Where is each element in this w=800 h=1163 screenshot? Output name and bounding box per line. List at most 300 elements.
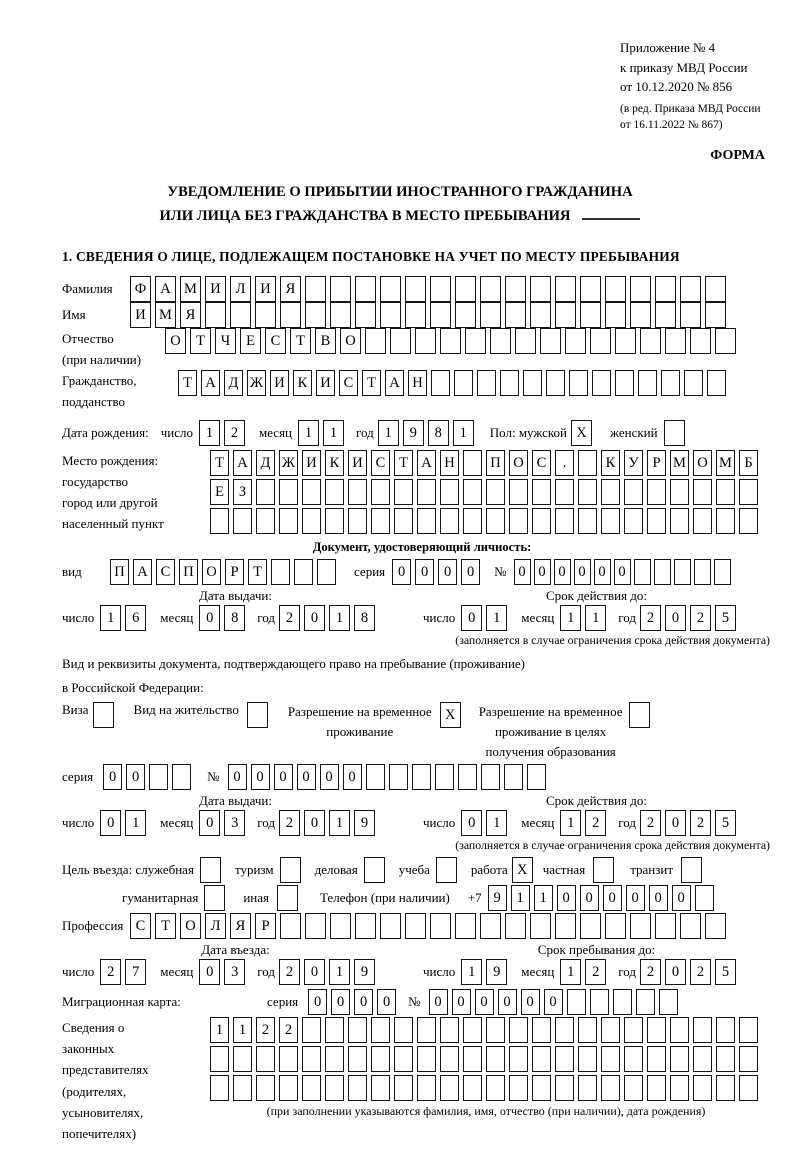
form-body: [62, 276, 782, 1144]
citizenship-label: [62, 370, 178, 412]
representatives-label: [62, 1017, 210, 1143]
form-cell: Л: [230, 276, 251, 302]
sex-female-checkbox: [664, 420, 689, 446]
form-cell: [590, 328, 611, 354]
purpose-work-checkbox: [512, 857, 537, 883]
form-cell: [465, 328, 486, 354]
representatives-label-line1: Сведения о: [62, 1020, 125, 1036]
form-cell: [504, 764, 523, 790]
form-cell: Т: [190, 328, 211, 354]
form-cell: [601, 508, 620, 534]
form-cell: [371, 1046, 390, 1072]
doc-kind-label: вид: [62, 564, 82, 580]
form-cell: [555, 913, 576, 939]
form-cell: [578, 1046, 597, 1072]
form-cell: 0: [304, 959, 325, 985]
form-cell: Я: [180, 302, 201, 328]
form-cell: [555, 1075, 574, 1101]
form-cell: [580, 913, 601, 939]
doc-valid-date: [423, 605, 770, 631]
birth-day-cells: [199, 420, 249, 446]
form-cell: [205, 302, 226, 328]
form-cell: 2: [640, 605, 661, 631]
form-cell: 0: [498, 989, 517, 1015]
form-cell: М: [180, 276, 201, 302]
day-label: число: [423, 610, 456, 626]
permit-number-label: №: [207, 769, 220, 785]
form-cell: 2: [100, 959, 121, 985]
form-cell: 8: [224, 605, 245, 631]
purpose-official-label: Цель въезда: служебная: [62, 862, 194, 878]
form-cell: [440, 1017, 459, 1043]
amendment-line: (в ред. Приказа МВД России: [620, 102, 761, 115]
year-label: год: [618, 964, 637, 980]
form-cell: [256, 1046, 275, 1072]
form-cell: [655, 913, 676, 939]
form-cell: [490, 328, 511, 354]
form-cell: [380, 302, 401, 328]
form-cell: [509, 1075, 528, 1101]
form-cell: [505, 913, 526, 939]
form-cell: 0: [308, 989, 327, 1015]
field-representatives: [62, 1017, 782, 1143]
purpose-study-checkbox: [436, 857, 461, 883]
form-cell: С: [156, 559, 175, 585]
form-cell: [540, 328, 561, 354]
form-cell: [280, 857, 301, 883]
form-cell: [440, 508, 459, 534]
form-cell: 0: [475, 989, 494, 1015]
form-cell: [693, 479, 712, 505]
form-cell: А: [417, 450, 436, 476]
form-cell: [480, 276, 501, 302]
form-cell: Е: [240, 328, 261, 354]
stay-until-date: [423, 959, 770, 985]
form-cell: 2: [279, 959, 300, 985]
permit-valid-year-cells: [640, 810, 740, 836]
entry-year-cells: [279, 959, 379, 985]
form-cell: 2: [690, 605, 711, 631]
form-cell: З: [233, 479, 252, 505]
form-cell: [440, 328, 461, 354]
permit-series-label: серия: [62, 769, 94, 785]
month-label: месяц: [258, 425, 293, 441]
form-cell: 8: [354, 605, 375, 631]
form-cell: [532, 508, 551, 534]
day-label: число: [62, 610, 95, 626]
form-cell: [394, 1075, 413, 1101]
form-cell: [440, 1046, 459, 1072]
form-cell: [601, 1017, 620, 1043]
form-cell: [302, 1017, 321, 1043]
form-cell: П: [110, 559, 129, 585]
form-cell: [615, 328, 636, 354]
field-patronymic: [62, 328, 782, 370]
temp-residence-label: [288, 702, 432, 742]
temp-residence-edu-label: [479, 702, 623, 762]
form-cell: [509, 479, 528, 505]
field-birthdate: [62, 420, 782, 446]
form-cell: [149, 764, 168, 790]
field-migration-card: [62, 989, 782, 1015]
form-cell: А: [233, 450, 252, 476]
form-cell: 1: [486, 810, 507, 836]
form-cell: [394, 1017, 413, 1043]
form-cell: 2: [279, 810, 300, 836]
form-cell: [405, 276, 426, 302]
section1-heading: 1. СВЕДЕНИЯ О ЛИЦЕ, ПОДЛЕЖАЩЕМ ПОСТАНОВКЕ НА УЧЕТ ПО МЕСТУ ПРЕБЫВАНИЯ: [62, 249, 680, 264]
form-cell: [255, 302, 276, 328]
form-cell: [417, 1017, 436, 1043]
day-label: число: [62, 815, 95, 831]
field-citizenship: [62, 370, 782, 412]
form-cell: [509, 1046, 528, 1072]
form-cell: [630, 302, 651, 328]
month-label: месяц: [160, 610, 194, 626]
purpose-business-label: деловая: [314, 862, 358, 878]
doc-series-label: серия: [354, 564, 386, 580]
surname-cells: [130, 276, 730, 302]
day-label: число: [423, 815, 456, 831]
form-cell: 0: [574, 559, 591, 585]
form-cell: 0: [461, 559, 480, 585]
form-cell: 1: [560, 605, 581, 631]
form-cell: [739, 1017, 758, 1043]
form-cell: 0: [557, 885, 576, 911]
purpose-tourism-checkbox: [280, 857, 305, 883]
temp-edu-line3: получения образования: [485, 744, 616, 760]
form-cell: [325, 1046, 344, 1072]
form-cell: [412, 764, 431, 790]
form-cell: [640, 328, 661, 354]
field-permit: [62, 764, 782, 790]
form-cell: [480, 302, 501, 328]
form-cell: [693, 1017, 712, 1043]
form-cell: [430, 276, 451, 302]
permit-valid-until-label: Срок действия до:: [545, 793, 648, 809]
month-label: месяц: [521, 815, 555, 831]
form-cell: 0: [672, 885, 691, 911]
permit-series-cells: [103, 764, 195, 790]
form-cell: [509, 1017, 528, 1043]
form-cell: [279, 479, 298, 505]
birthplace-label-line2: государство: [62, 474, 128, 490]
form-cell: [684, 370, 703, 396]
birthplace-label-line3: город или другой: [62, 495, 158, 511]
form-cell: [417, 1046, 436, 1072]
form-cell: О: [165, 328, 186, 354]
form-cell: И: [270, 370, 289, 396]
form-cell: [302, 508, 321, 534]
appendix-line: к приказу МВД России: [620, 59, 748, 75]
form-cell: [739, 508, 758, 534]
form-cell: [463, 1017, 482, 1043]
form-cell: 0: [199, 810, 220, 836]
purpose-humanitarian-label: гуманитарная: [122, 890, 199, 906]
year-label: год: [618, 815, 637, 831]
stay-doc-options: [62, 702, 782, 762]
form-cell: 1: [298, 420, 319, 446]
form-cell: [348, 479, 367, 505]
form-cell: П: [179, 559, 198, 585]
form-cell: [210, 1046, 229, 1072]
form-cell: [463, 508, 482, 534]
stay-day-cells: [461, 959, 511, 985]
form-cell: 0: [665, 959, 686, 985]
doc-number-cells: [514, 559, 734, 585]
form-cell: [705, 302, 726, 328]
form-cell: [670, 508, 689, 534]
form-title-line2: ИЛИ ЛИЦА БЕЗ ГРАЖДАНСТВА В МЕСТО ПРЕБЫВАНИЯ: [0, 204, 800, 228]
form-cell: 0: [452, 989, 471, 1015]
form-cell: [624, 1046, 643, 1072]
form-cell: [486, 508, 505, 534]
form-cell: [532, 1075, 551, 1101]
form-cell: [279, 508, 298, 534]
form-cell: 1: [199, 420, 220, 446]
permit-issue-day-cells: [100, 810, 150, 836]
residence-permit-checkbox: [247, 702, 272, 728]
migcard-series-label: серия: [267, 994, 299, 1010]
form-cell: 2: [279, 1017, 298, 1043]
form-cell: Т: [290, 328, 311, 354]
sex-male-checkbox: [571, 420, 596, 446]
form-cell: [389, 764, 408, 790]
form-cell: [405, 913, 426, 939]
form-cell: [355, 913, 376, 939]
form-cell: И: [316, 370, 335, 396]
doc-issue-date: [62, 605, 409, 631]
form-cell: Я: [230, 913, 251, 939]
form-cell: 1: [125, 810, 146, 836]
form-title: [0, 180, 800, 228]
purpose-humanitarian-checkbox: [204, 885, 229, 911]
permit-issue-year-cells: [279, 810, 379, 836]
form-cell: [647, 508, 666, 534]
patronymic-label: [62, 328, 165, 370]
form-cell: [486, 1017, 505, 1043]
form-cell: [670, 1075, 689, 1101]
form-cell: Т: [248, 559, 267, 585]
purpose-private-checkbox: [593, 857, 618, 883]
migration-card-label: Миграционная карта:: [62, 994, 181, 1010]
form-cell: [705, 913, 726, 939]
form-cell: [630, 913, 651, 939]
form-cell: [204, 885, 225, 911]
form-cell: [330, 913, 351, 939]
form-cell: [481, 764, 500, 790]
form-cell: [613, 989, 632, 1015]
form-cell: [317, 559, 336, 585]
form-cell: 1: [585, 605, 606, 631]
form-cell: 5: [715, 959, 736, 985]
validity-note: (заполняется в случае ограничения срока действия документа): [455, 838, 770, 853]
form-cell: [555, 276, 576, 302]
form-cell: [674, 559, 691, 585]
stay-year-cells: [640, 959, 740, 985]
form-cell: [230, 302, 251, 328]
doc-valid-until-label: Срок действия до:: [545, 588, 648, 604]
form-cell: [454, 370, 473, 396]
form-cell: [371, 508, 390, 534]
form-cell: 0: [126, 764, 145, 790]
form-cell: А: [155, 276, 176, 302]
form-cell: [655, 302, 676, 328]
doc-issue-month-cells: [199, 605, 249, 631]
form-cell: [527, 764, 546, 790]
birthplace-label-line4: населенный пункт: [62, 516, 164, 532]
blank-underline: [582, 206, 640, 220]
form-cell: [636, 989, 655, 1015]
form-cell: 0: [320, 764, 339, 790]
form-cell: [271, 559, 290, 585]
form-cell: Р: [225, 559, 244, 585]
form-cell: X: [512, 857, 533, 883]
form-cell: [715, 328, 736, 354]
form-cell: [210, 508, 229, 534]
birthplace-cells-row1: [210, 450, 762, 476]
form-cell: [93, 702, 114, 728]
form-cell: Д: [224, 370, 243, 396]
form-cell: [716, 1075, 735, 1101]
form-cell: [415, 328, 436, 354]
form-cell: Е: [210, 479, 229, 505]
field-purpose2-phone: [62, 885, 782, 911]
form-cell: 0: [354, 989, 373, 1015]
form-cell: [654, 559, 671, 585]
form-cell: [694, 559, 711, 585]
representatives-cell-rows: [210, 1017, 762, 1119]
form-cell: Б: [739, 450, 758, 476]
form-cell: 0: [626, 885, 645, 911]
form-cell: В: [315, 328, 336, 354]
form-cell: [417, 508, 436, 534]
form-cell: 0: [521, 989, 540, 1015]
form-cell: [624, 1075, 643, 1101]
birth-month-cells: [298, 420, 348, 446]
birthplace-cell-rows: [210, 450, 762, 537]
form-cell: [546, 370, 565, 396]
form-cell: [463, 1075, 482, 1101]
representatives-cells-row3: [210, 1075, 762, 1101]
form-cell: [371, 479, 390, 505]
form-cell: [647, 479, 666, 505]
field-purpose: [62, 857, 782, 883]
doc-valid-year-cells: [640, 605, 740, 631]
permit-number-cells: [228, 764, 550, 790]
form-cell: 0: [251, 764, 270, 790]
form-cell: 0: [274, 764, 293, 790]
stay-doc-line1: Вид и реквизиты документа, подтверждающего право на пребывание (проживание): [62, 656, 526, 672]
form-cell: [624, 1017, 643, 1043]
migcard-number-cells: [429, 989, 682, 1015]
form-cell: [277, 885, 298, 911]
form-cell: А: [133, 559, 152, 585]
year-label: год: [257, 610, 276, 626]
representatives-label-line3: представителях: [62, 1062, 149, 1078]
form-cell: [355, 302, 376, 328]
form-cell: [693, 1075, 712, 1101]
form-cell: Ж: [247, 370, 266, 396]
purpose-tourism-label: туризм: [234, 862, 274, 878]
form-cell: Т: [178, 370, 197, 396]
form-cell: 2: [279, 605, 300, 631]
form-cell: 0: [438, 559, 457, 585]
form-cell: [655, 276, 676, 302]
form-cell: [380, 276, 401, 302]
entry-date: [62, 959, 409, 985]
purpose-transit-checkbox: [681, 857, 706, 883]
amendment-line: от 16.11.2022 № 867): [620, 119, 723, 132]
form-cell: 1: [560, 810, 581, 836]
form-cell: [690, 328, 711, 354]
purpose-work-label: работа: [470, 862, 508, 878]
form-cell: [530, 913, 551, 939]
form-cell: [555, 302, 576, 328]
form-cell: Р: [255, 913, 276, 939]
form-cell: 9: [354, 959, 375, 985]
permit-issue-month-cells: [199, 810, 249, 836]
form-cell: О: [180, 913, 201, 939]
form-cell: [578, 508, 597, 534]
form-cell: [509, 508, 528, 534]
purpose-private-label: частная: [542, 862, 586, 878]
form-cell: М: [670, 450, 689, 476]
form-cell: X: [440, 702, 461, 728]
form-cell: 5: [715, 605, 736, 631]
form-cell: [647, 1046, 666, 1072]
appendix-header: [620, 38, 761, 134]
form-cell: Т: [394, 450, 413, 476]
form-cell: [693, 508, 712, 534]
form-cell: [624, 508, 643, 534]
profession-label: Профессия: [62, 918, 124, 934]
form-cell: 1: [100, 605, 121, 631]
form-cell: 0: [415, 559, 434, 585]
appendix-line: Приложение № 4: [620, 40, 716, 55]
form-cell: [455, 302, 476, 328]
form-cell: 1: [210, 1017, 229, 1043]
form-cell: К: [601, 450, 620, 476]
name-label: Имя: [62, 307, 86, 322]
form-cell: [680, 913, 701, 939]
entry-month-cells: [199, 959, 249, 985]
form-cell: [567, 989, 586, 1015]
form-cell: 0: [199, 959, 220, 985]
form-cell: [716, 1017, 735, 1043]
form-cell: 0: [228, 764, 247, 790]
form-cell: [477, 370, 496, 396]
form-title-line1: УВЕДОМЛЕНИЕ О ПРИБЫТИИ ИНОСТРАННОГО ГРАЖДАНИНА: [167, 184, 633, 200]
birthdate-label: Дата рождения:: [62, 425, 149, 441]
form-cell: 0: [377, 989, 396, 1015]
doc-issue-year-cells: [279, 605, 379, 631]
year-label: год: [356, 425, 374, 441]
form-cell: [555, 1046, 574, 1072]
form-cell: [348, 1046, 367, 1072]
form-cell: У: [624, 450, 643, 476]
form-cell: [601, 479, 620, 505]
form-cell: [302, 479, 321, 505]
form-cell: [739, 479, 758, 505]
form-cell: 1: [534, 885, 553, 911]
form-cell: 0: [534, 559, 551, 585]
form-cell: [458, 764, 477, 790]
identity-doc-heading: Документ, удостоверяющий личность:: [312, 540, 532, 555]
form-cell: К: [293, 370, 312, 396]
form-cell: 2: [224, 420, 245, 446]
temp-residence-checkbox: [440, 702, 465, 728]
